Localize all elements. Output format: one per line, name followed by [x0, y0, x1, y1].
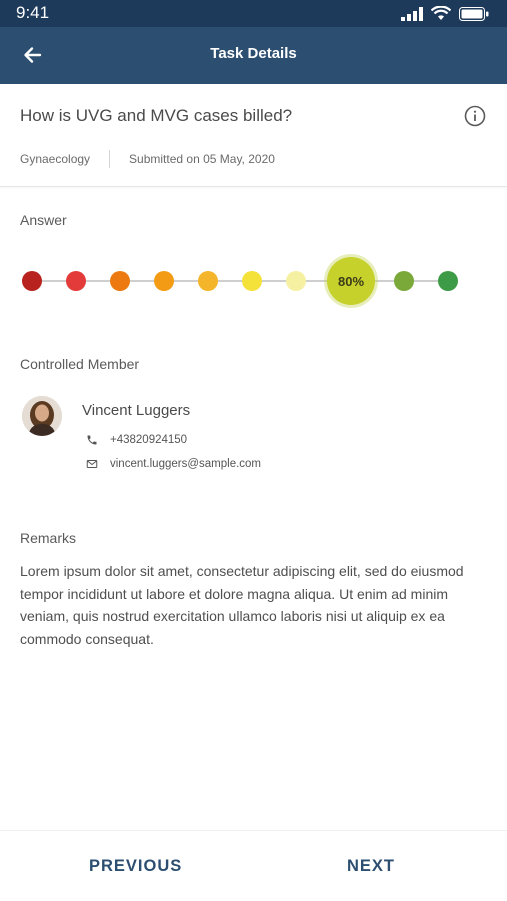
phone-number: +43820924150	[110, 434, 188, 446]
question-meta	[20, 150, 275, 168]
previous-button[interactable]: PREVIOUS	[89, 857, 183, 875]
rating-dot[interactable]	[154, 271, 174, 291]
status-icons	[401, 6, 489, 21]
question-card	[0, 84, 507, 187]
rating-dot[interactable]	[438, 271, 458, 291]
rating-dot[interactable]	[198, 271, 218, 291]
controlled-member-label: Controlled Member	[20, 356, 140, 372]
rating-dot[interactable]	[394, 271, 414, 291]
category-label: Gynaecology	[20, 152, 91, 166]
rating-dot[interactable]	[286, 271, 306, 291]
rating-dot[interactable]	[110, 271, 130, 291]
member-email[interactable]	[86, 458, 261, 470]
app-bar	[0, 27, 507, 84]
page-title: Task Details	[210, 45, 297, 62]
signal-icon	[401, 7, 423, 21]
answer-rating-scale	[0, 250, 507, 310]
info-button[interactable]	[463, 104, 487, 128]
status-bar	[0, 0, 507, 27]
wifi-icon	[431, 6, 451, 21]
member-name: Vincent Luggers	[82, 402, 191, 419]
email-address: vincent.luggers@sample.com	[110, 458, 262, 470]
mail-icon	[86, 458, 98, 470]
rating-dot[interactable]	[22, 271, 42, 291]
info-icon	[463, 104, 487, 128]
person-avatar-icon	[22, 396, 62, 436]
remarks-label: Remarks	[20, 530, 77, 546]
battery-icon	[459, 7, 489, 21]
rating-dot[interactable]	[242, 271, 262, 291]
status-time: 9:41	[16, 3, 50, 22]
rating-dot-selected[interactable]: 80%	[327, 257, 375, 305]
member-phone[interactable]	[86, 434, 187, 446]
rating-dot[interactable]	[66, 271, 86, 291]
bottom-navigation	[0, 830, 507, 901]
submitted-date: Submitted on 05 May, 2020	[129, 152, 275, 166]
answer-label: Answer	[20, 212, 67, 228]
remarks-text: Lorem ipsum dolor sit amet, consectetur adipiscing elit, sed do eiusmod tempor incididunt ut labore et dolore magna aliqua. Ut enim ad minim veniam, quis nostrud exercitation ullamco laboris nisi ut aliquip ex ea commodo consequat.	[20, 563, 464, 647]
phone-icon	[86, 434, 98, 446]
meta-divider	[109, 150, 110, 168]
avatar	[22, 396, 62, 436]
rating-track	[32, 280, 448, 282]
next-button[interactable]: NEXT	[347, 857, 396, 875]
question-title: How is UVG and MVG cases billed?	[20, 106, 293, 125]
